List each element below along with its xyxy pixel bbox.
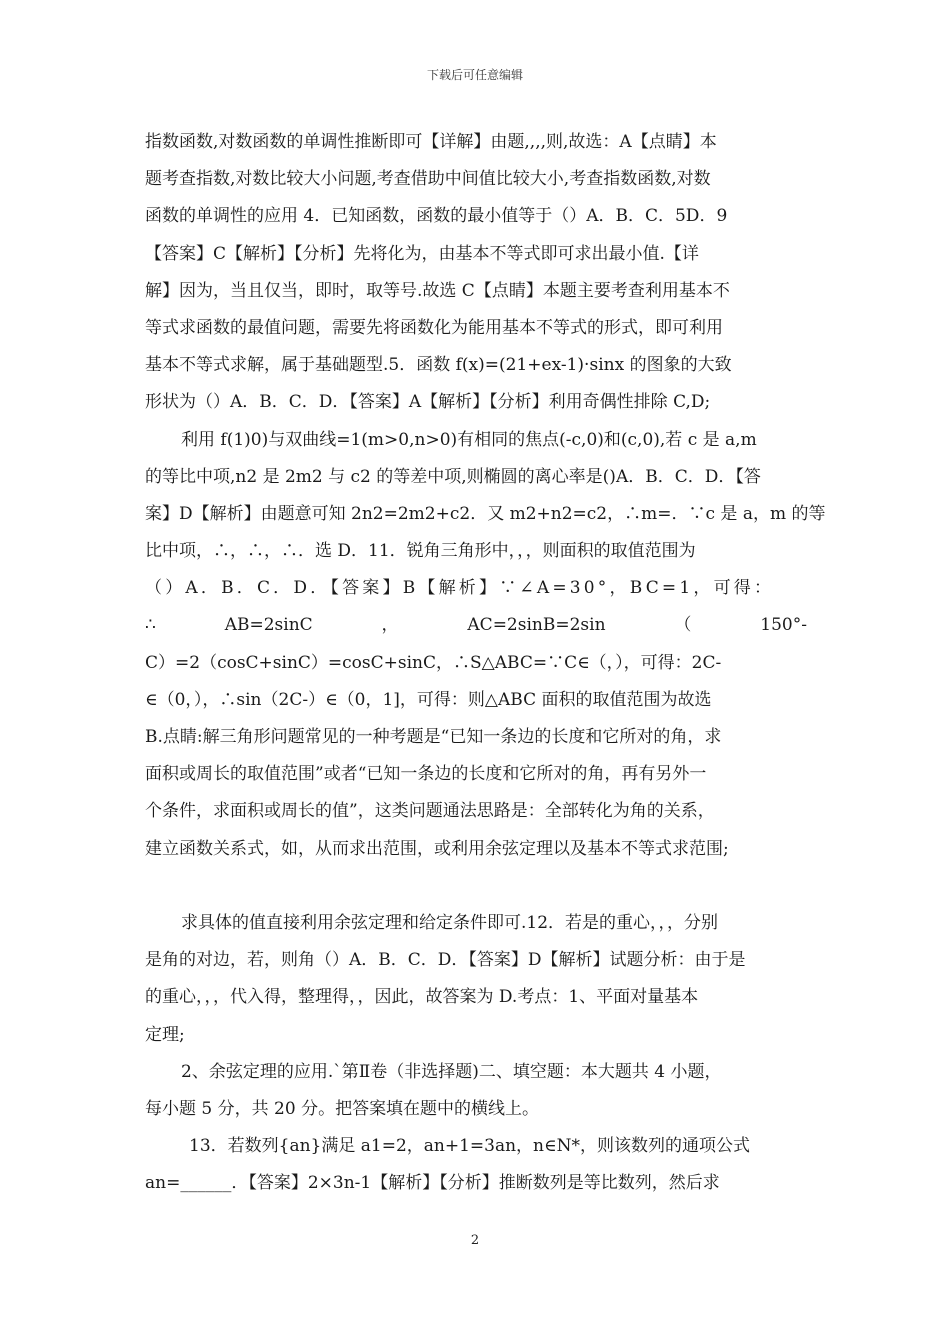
page-header: 下载后可任意编辑 [426,68,523,82]
text-fragment: （ [674,615,692,636]
text-fragment: AB=2sinC [224,615,313,636]
text-line: 建立函数关系式，如，从而求出范围，或利用余弦定理以及基本不等式求范围; [145,838,729,859]
paragraph-gap [145,868,807,905]
text-line: 指数函数,对数函数的单调性推断即可【详解】由题,,,,则,故选：A【点睛】本 [145,132,717,152]
text-line: 基本不等式求解，属于基础题型.5．函数 f(x)=(21+ex-1)·sinx 的图象的大致 [145,355,732,376]
text-line: 案】D【解析】由题意可知 2n2=2m2+c2．又 m2+n2=c2，∴m=．∵c 是 a，m 的等 [145,503,826,524]
paragraph-start-line: 13．若数列{an}满足 a1=2，an+1=3an，n∈N*，则该数列的通项公式 [189,1136,750,1157]
text-line: 等式求函数的最值问题，需要先将函数化为能用基本不等式的形式，即可利用 [145,317,723,338]
text-line: （）A．B．C．D．【答案】B【解析】∵∠A=30°，BC=1，可得： [145,578,775,599]
paragraph-start-line: 2、余弦定理的应用.`第Ⅱ卷（非选择题)二、填空题：本大题共 4 小题， [181,1061,722,1082]
text-line: 面积或周长的取值范围”或者“已知一条边的长度和它所对的角，再有另外一 [145,764,707,785]
paragraph-start-line: 利用 f(1)0)与双曲线=1(m>0,n>0)有相同的焦点(-c,0)和(c,0),若 c 是 a,m [181,429,757,450]
document-body [145,124,826,1202]
text-line: 是角的对边，若，则角（）A．B．C．D．【答案】D【解析】试题分析：由于是 [145,950,746,971]
text-fragment: 150°- [760,615,807,636]
text-line: 函数的单调性的应用 4．已知函数，函数的最小值等于（）A．B．C．5D．9 [145,206,728,227]
text-line: B.点睛:解三角形问题常见的一种考题是“已知一条边的长度和它所对的角，求 [145,727,722,747]
page-number: 2 [470,1233,480,1248]
text-line: ∈（0，），∴sin（2C-）∈（0，1]，可得：则△ABC 面积的取值范围为故选 [145,689,712,710]
justified-line [145,607,807,644]
text-line: 的等比中项,n2 是 2m2 与 c2 的等差中项,则椭圆的离心率是()A．B．C．D．【答 [145,466,761,487]
text-line: 比中项，∴，∴，∴．选 D．11．锐角三角形中，，，则面积的取值范围为 [145,541,696,562]
text-fragment: ∴ [145,615,156,636]
text-line: 每小题 5 分，共 20 分。把答案填在题中的横线上。 [145,1098,540,1119]
text-line: an=______．【答案】2×3n-1【解析】【分析】推断数列是等比数列，然后求 [145,1173,720,1194]
text-line: 题考查指数,对数比较大小问题,考查借助中间值比较大小,考查指数函数,对数 [145,169,711,190]
text-line: 形状为（）A．B．C．D．【答案】A【解析】【分析】利用奇偶性排除 C,D; [145,392,711,413]
text-fragment: AC=2sinB=2sin [467,615,606,636]
text-line: 解】因为，当且仅当，即时，取等号.故选 C【点睛】本题主要考查利用基本不 [145,280,730,301]
text-line: 个条件，求面积或周长的值”，这类问题通法思路是：全部转化为角的关系， [145,801,715,822]
text-line: 【答案】C【解析】【分析】先将化为，由基本不等式即可求出最小值.【详 [145,243,699,264]
text-line: C）=2（cosC+sinC）=cosC+sinC，∴S△ABC=∵C∈（，），可得：2C- [145,652,722,673]
text-line: 定理; [145,1024,185,1045]
paragraph-start-line: 求具体的值直接利用余弦定理和给定条件即可.12．若是的重心，，，分别 [181,912,719,933]
text-line: 的重心，，，代入得，整理得，，因此，故答案为 D.考点：1、平面对量基本 [145,987,699,1008]
text-fragment: ， [381,615,399,636]
